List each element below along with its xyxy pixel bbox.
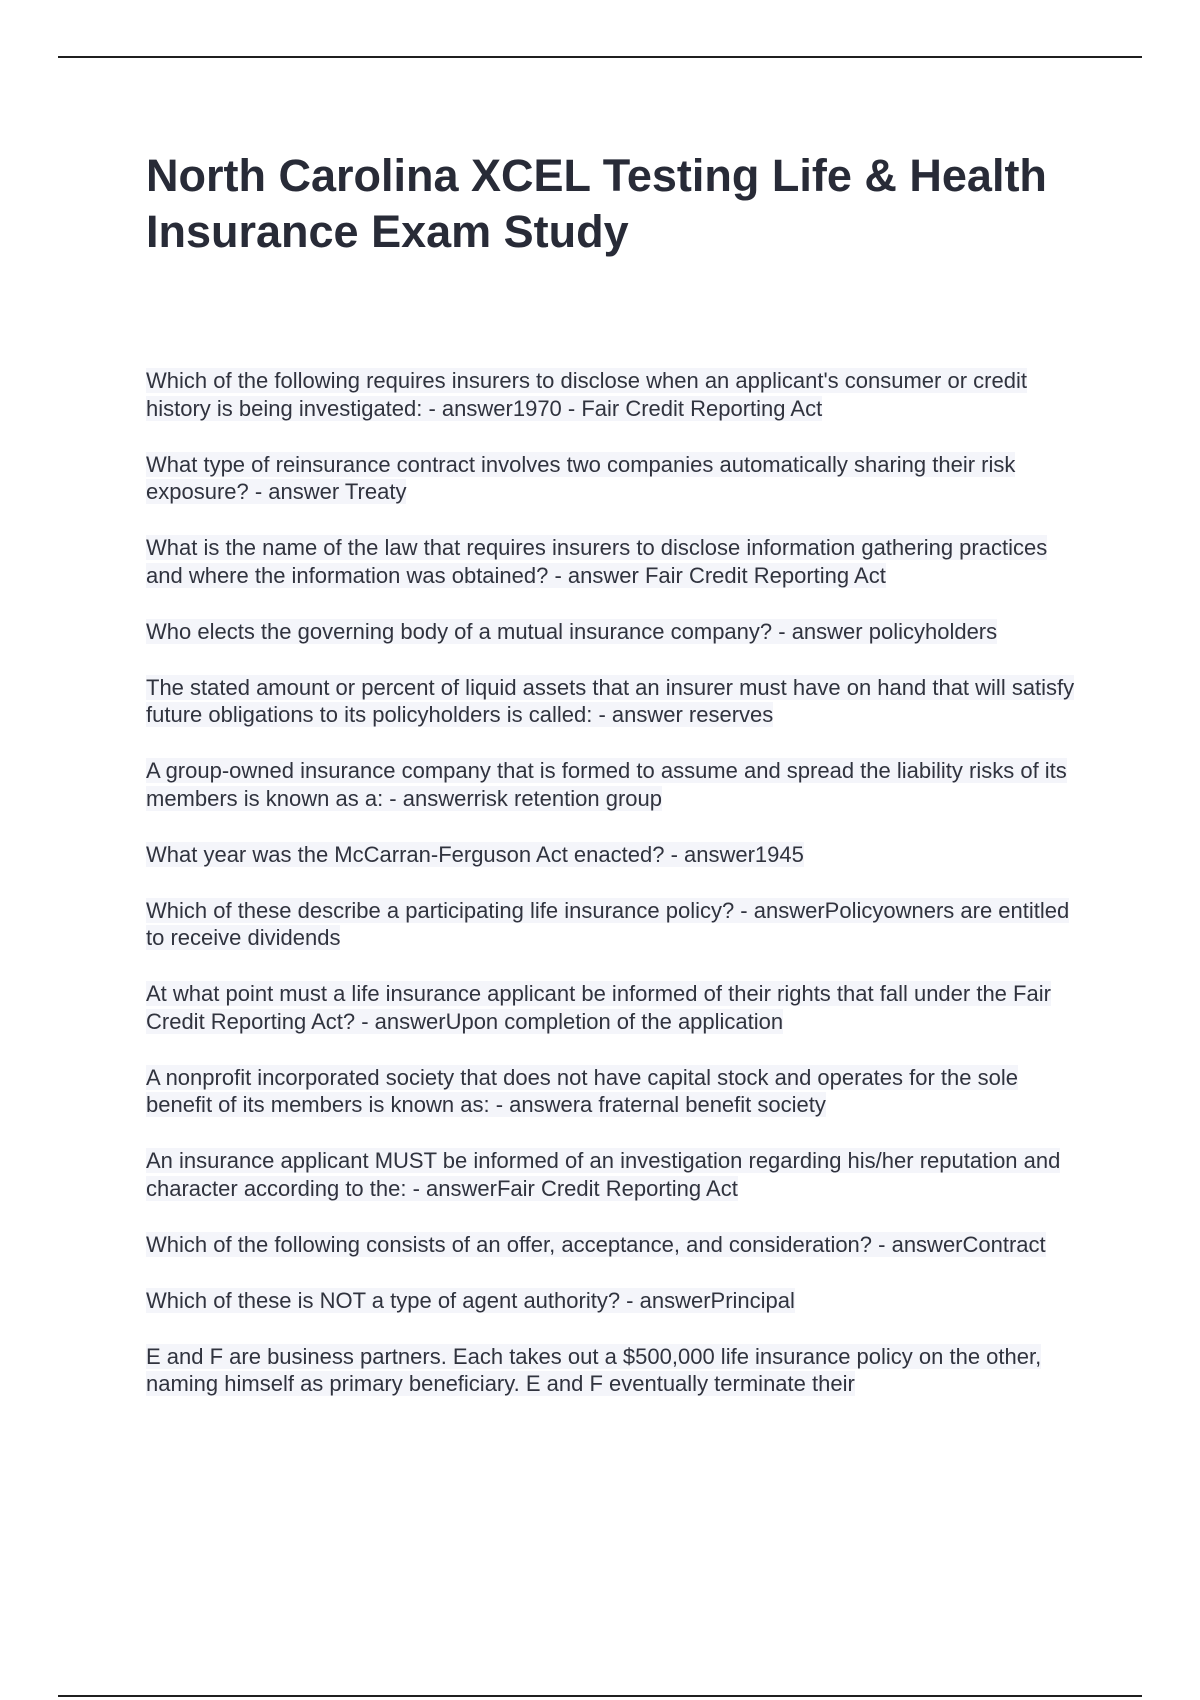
- qa-text: Which of the following consists of an offer, acceptance, and consideration? - answerContract: [146, 1231, 1046, 1257]
- qa-item-8: [146, 897, 1086, 952]
- qa-text: Which of these describe a participating life insurance policy? - answerPolicyowners are entitled to receive dividends: [146, 897, 1070, 950]
- qa-item-3: [146, 534, 1086, 589]
- qa-item-9: [146, 980, 1086, 1035]
- qa-item-11: [146, 1147, 1086, 1202]
- qa-text: The stated amount or percent of liquid assets that an insurer must have on hand that will satisfy future obligations to its policyholders is called: - answer reserves: [146, 674, 1075, 727]
- qa-text: What year was the McCarran-Ferguson Act enacted? - answer1945: [146, 841, 804, 867]
- document-title: North Carolina XCEL Testing Life & Health Insurance Exam Study: [146, 150, 1047, 257]
- qa-item-5: [146, 674, 1086, 729]
- qa-text: An insurance applicant MUST be informed of an investigation regarding his/her reputation and character according to the: - answerFair Credit Reporting Act: [146, 1148, 1061, 1201]
- qa-text: At what point must a life insurance applicant be informed of their rights that fall under the Fair Credit Reporting Act? - answerUpon completion of the application: [146, 981, 1051, 1034]
- qa-item-13: [146, 1287, 1086, 1315]
- qa-item-4: [146, 618, 1086, 646]
- qa-item-6: [146, 757, 1086, 812]
- qa-text: Which of the following requires insurers to disclose when an applicant's consumer or credit history is being investigated: - answer1970 - Fair Credit Reporting Act: [146, 368, 1027, 421]
- qa-item-14: [146, 1343, 1086, 1398]
- qa-item-12: [146, 1231, 1086, 1259]
- qa-text: What type of reinsurance contract involves two companies automatically sharing their risk exposure? - answer Treaty: [146, 451, 1016, 504]
- qa-text: A nonprofit incorporated society that does not have capital stock and operates for the sole benefit of its members is known as: - answera fraternal benefit society: [146, 1064, 1018, 1117]
- qa-text: A group-owned insurance company that is formed to assume and spread the liability risks of its members is known as a: - answerrisk retention group: [146, 758, 1067, 811]
- qa-text: Which of these is NOT a type of agent authority? - answerPrincipal: [146, 1287, 795, 1313]
- qa-text: Who elects the governing body of a mutual insurance company? - answer policyholders: [146, 618, 998, 644]
- top-divider: [58, 56, 1142, 58]
- qa-text: E and F are business partners. Each takes out a $500,000 life insurance policy on the other, naming himself as primary beneficiary. E and F eventually terminate their: [146, 1343, 1042, 1396]
- bottom-divider: [58, 1695, 1142, 1697]
- question-answer-list: [146, 367, 1086, 1426]
- qa-item-7: [146, 841, 1086, 869]
- qa-item-1: [146, 367, 1086, 422]
- qa-item-2: [146, 451, 1086, 506]
- qa-text: What is the name of the law that requires insurers to disclose information gathering practices and where the information was obtained? - answer Fair Credit Reporting Act: [146, 535, 1048, 588]
- qa-item-10: [146, 1064, 1086, 1119]
